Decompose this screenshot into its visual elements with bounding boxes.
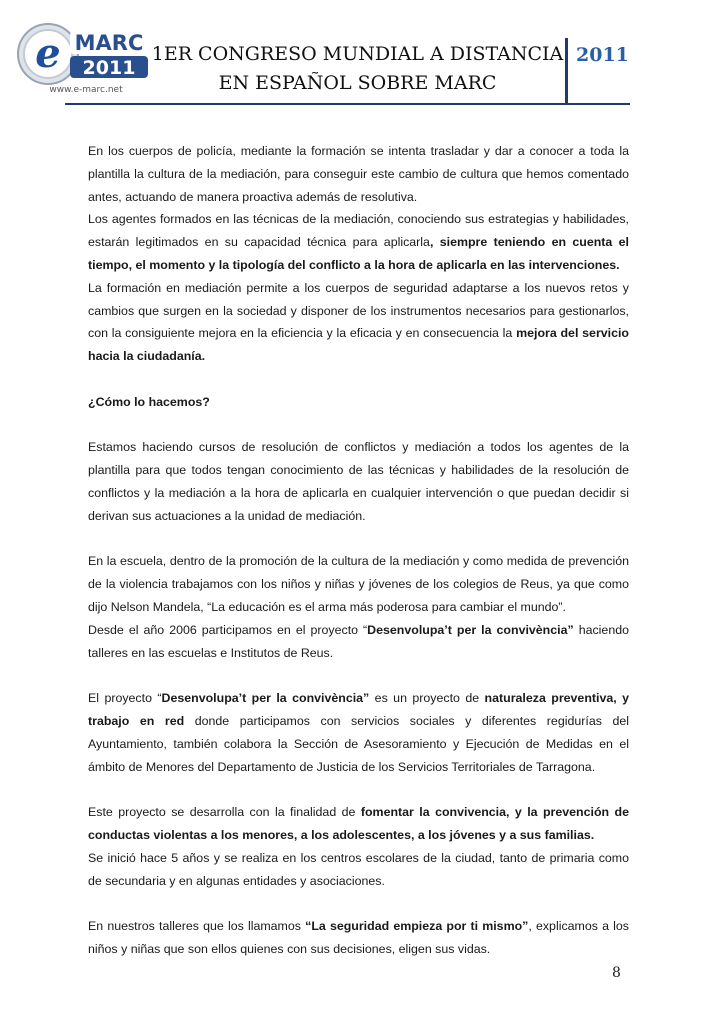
paragraph: En la escuela, dentro de la promoción de la cultura de la mediación y como medida de prevención de la violencia trabajamos con los niños y niñas y jóvenes de los colegios de Reus, ya que como dijo Nelson Mandela, “La educación es el arma más poderosa para cambiar el mundo”.	[88, 554, 629, 614]
paragraph: Los agentes formados en las técnicas de la mediación, conociendo sus estrategias y habilidades, estarán legitimados en su capacidad técnica para aplicarla, siempre teniendo en cuenta el tiempo, el momento y la tipología del conflicto a la hora de aplicarla en las intervenciones.	[88, 212, 629, 272]
title-line-1: 1ER CONGRESO MUNDIAL A DISTANCIA	[151, 43, 564, 65]
header-year: 2011	[576, 44, 629, 66]
e-marc-logo	[12, 18, 152, 100]
paragraph: Se inició hace 5 años y se realiza en los centros escolares de la ciudad, tanto de primaria como de secundaria y en algunas entidades y asociaciones.	[88, 850, 629, 888]
paragraph: En nuestros talleres que los llamamos “La seguridad empieza por ti mismo”, explicamos a los niños y niñas que son ellos quienes con sus decisiones, eligen sus vidas.	[88, 919, 629, 956]
title-line-2: EN ESPAÑOL SOBRE MARC	[218, 72, 497, 94]
svg-text:e: e	[35, 30, 61, 77]
svg-text:MARC: MARC	[74, 31, 144, 55]
paragraph: La formación en mediación permite a los cuerpos de seguridad adaptarse a los nuevos retos y cambios que surgen en la sociedad y disponer de los instrumentos necesarios para gestionarlos, con la consiguiente mejora en la eficiencia y la eficacia y en consecuencia la mejora del servicio hacia la ciudadanía.	[88, 280, 629, 364]
header-divider	[565, 38, 568, 104]
section-heading: ¿Cómo lo hacemos?	[88, 394, 210, 409]
paragraph: Estamos haciendo cursos de resolución de conflictos y mediación a todos los agentes de la plantilla para que todos tengan conocimiento de las técnicas y habilidades de la resolución de conflictos y la mediación a la hora de aplicarla en cualquier intervención o que puedan decidir si derivan sus actuaciones a la unidad de mediación.	[88, 440, 629, 523]
paragraph: Desde el año 2006 participamos en el proyecto “Desenvolupa’t per la convivència” haciendo talleres en las escuelas e Institutos de Reus.	[88, 622, 629, 660]
paragraph: El proyecto “Desenvolupa’t per la convivència” es un proyecto de naturaleza preventiva, y trabajo en red donde participamos con servicios sociales y diferentes regidurías del Ayuntamiento, también colabora la Sección de Asesoramiento y Ejecución de Medidas en el ámbito de Menores del Departamento de Justicia de los Servicios Territoriales de Tarragona.	[88, 691, 630, 774]
svg-text:2011: 2011	[82, 57, 136, 79]
header-rule	[65, 103, 630, 105]
conference-title	[150, 40, 565, 98]
page-number: 8	[612, 965, 621, 981]
paragraph: En los cuerpos de policía, mediante la formación se intenta trasladar y dar a conocer a toda la plantilla la cultura de la mediación, para conseguir este cambio de cultura que hemos comentado antes, actuando de manera proactiva además de resolutiva.	[88, 144, 629, 204]
paragraph: Este proyecto se desarrolla con la finalidad de fomentar la convivencia, y la prevención de conductas violentas a los menores, a los adolescentes, a los jóvenes y a sus familias.	[88, 805, 629, 842]
svg-text:www.e-marc.net: www.e-marc.net	[49, 85, 123, 95]
document-body	[88, 140, 629, 961]
